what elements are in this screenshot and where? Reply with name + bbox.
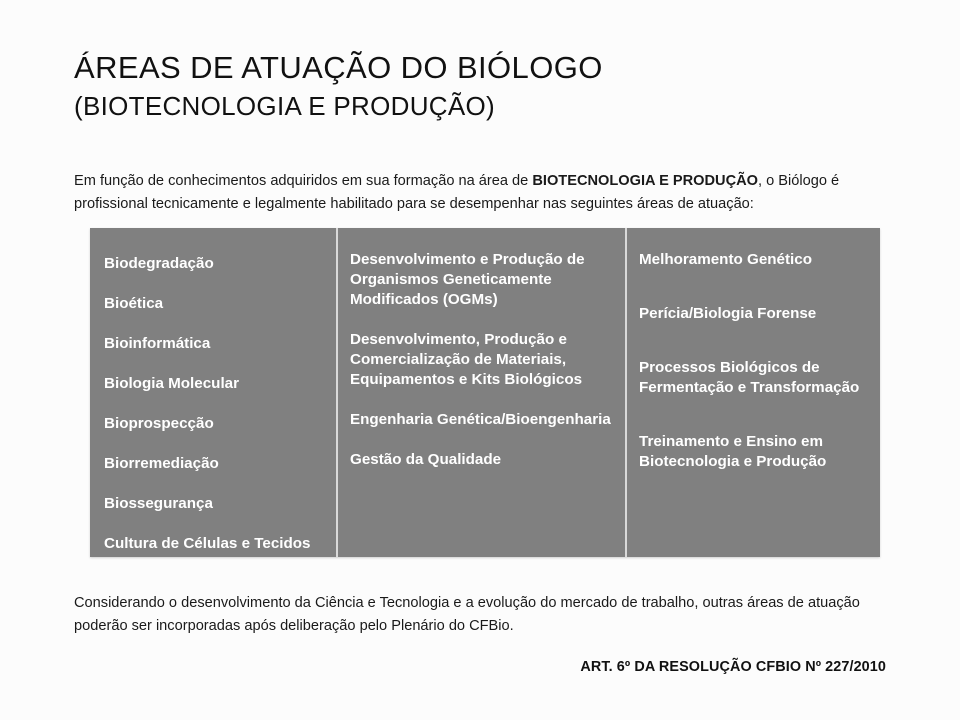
area-item: Processos Biológicos de Fermentação e Transformação — [639, 359, 860, 397]
intro-paragraph — [74, 170, 890, 217]
area-item: Biodegradação — [104, 255, 214, 272]
areas-table — [90, 228, 880, 557]
page-title-line-1: ÁREAS DE ATUAÇÃO DO BIÓLOGO — [74, 50, 603, 85]
area-item: Perícia/Biologia Forense — [639, 305, 817, 323]
area-item: Desenvolvimento, Produção e Comercialização de Materiais, Equipamentos e Kits Biológicos — [350, 331, 583, 389]
page-title — [74, 48, 894, 123]
area-item: Cultura de Células e Tecidos — [104, 535, 311, 553]
areas-column-3 — [625, 228, 880, 557]
source-reference: ART. 6º DA RESOLUÇÃO CFBIO Nº 227/2010 — [580, 659, 886, 675]
areas-column-1 — [90, 228, 336, 557]
area-item: Biossegurança — [104, 495, 213, 513]
area-item: Desenvolvimento e Produção de Organismos Geneticamente Modificados (OGMs) — [350, 251, 585, 309]
area-item: Engenharia Genética/Bioengenharia — [350, 411, 611, 429]
intro-emphasis: BIOTECNOLOGIA E PRODUÇÃO — [532, 172, 759, 189]
intro-text-part-2: , o Biólogo é profissional tecnicamente e legalmente habilitado para se desempenhar nas seguintes áreas de atuação: — [74, 172, 840, 213]
area-item: Biologia Molecular — [104, 375, 240, 393]
area-item: Treinamento e Ensino em Biotecnologia e Produção — [639, 433, 827, 471]
area-item: Bioinformática — [104, 335, 211, 353]
area-item: Melhoramento Genético — [639, 251, 812, 268]
area-item: Gestão da Qualidade — [350, 451, 502, 469]
area-item: Bioética — [104, 295, 164, 313]
intro-text-part-1: Em função de conhecimentos adquiridos em sua formação na área de — [74, 172, 533, 189]
areas-column-2 — [336, 228, 625, 557]
area-item: Bioprospecção — [104, 415, 214, 433]
page-title-line-2: (BIOTECNOLOGIA E PRODUÇÃO) — [74, 90, 495, 121]
area-item: Biorremediação — [104, 455, 219, 473]
closing-paragraph: Considerando o desenvolvimento da Ciência e Tecnologia e a evolução do mercado de trabalho, outras áreas de atuação poderão ser incorporadas após deliberação pelo Plenário do CFBio. — [74, 594, 860, 635]
